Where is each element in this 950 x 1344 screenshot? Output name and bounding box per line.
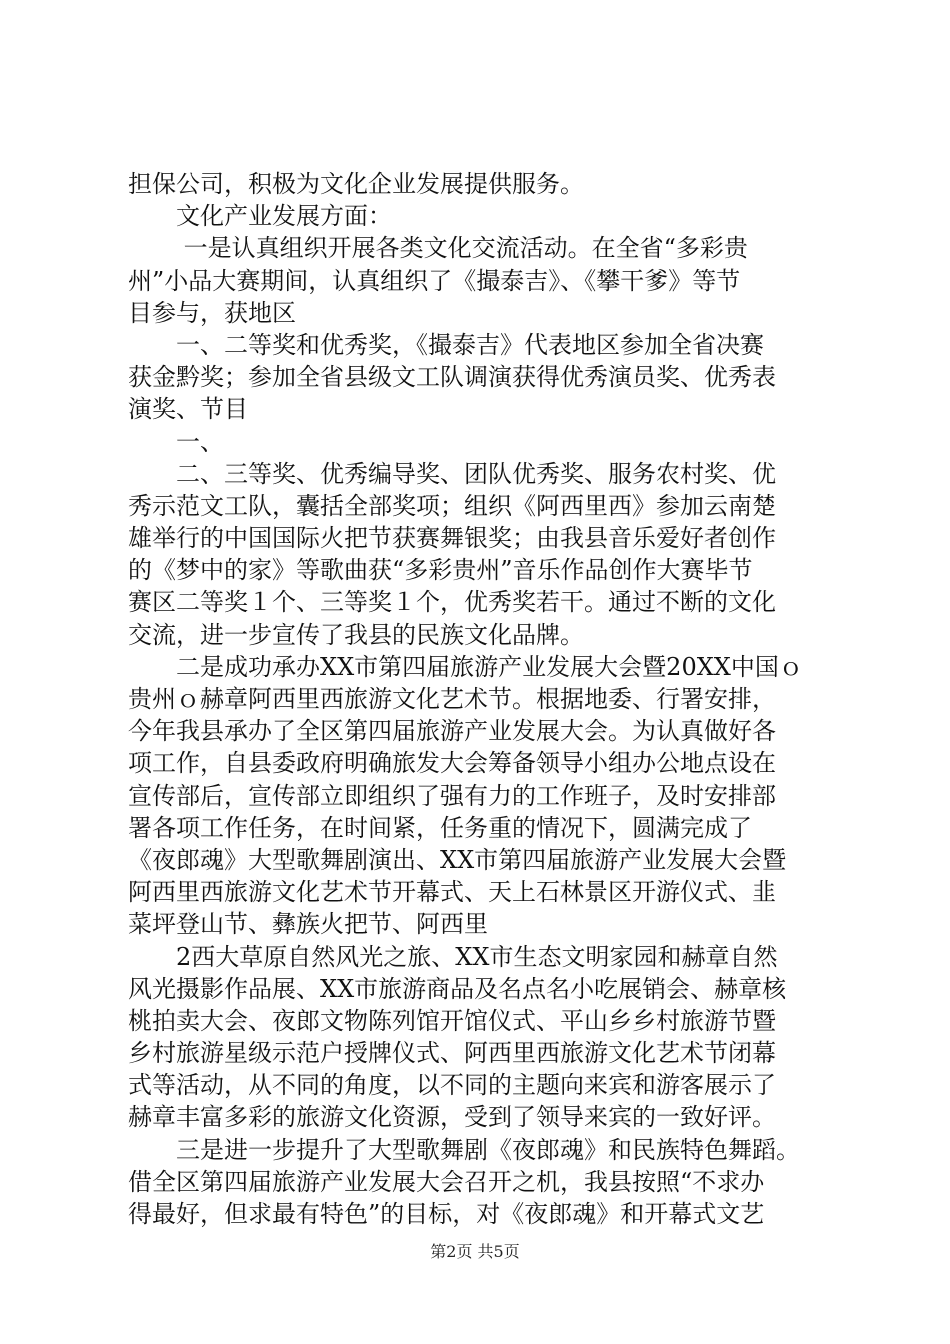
- text-line: 宣传部后，宣传部立即组织了强有力的工作班子，及时安排部: [128, 781, 776, 810]
- text-line: 《夜郎魂》大型歌舞剧演出、XX市第四届旅游产业发展大会暨: [128, 845, 787, 874]
- text-line: 目参与，获地区: [128, 298, 296, 327]
- text-line: 借全区第四届旅游产业发展大会召开之机，我县按照“不求办: [128, 1167, 765, 1196]
- text-line: 三是进一步提升了大型歌舞剧《夜郎魂》和民族特色舞蹈。: [128, 1135, 800, 1164]
- text-line: 赫章丰富多彩的旅游文化资源，受到了领导来宾的一致好评。: [128, 1103, 776, 1132]
- text-line: 一、: [128, 427, 224, 456]
- text-line: 演奖、节目: [128, 395, 248, 424]
- text-line: 2西大草原自然风光之旅、XX市生态文明家园和赫章自然: [128, 942, 778, 971]
- text-line: 式等活动，从不同的角度，以不同的主题向来宾和游客展示了: [128, 1071, 776, 1100]
- text-line: 项工作，自县委政府明确旅发大会筹备领导小组办公地点设在: [128, 749, 776, 778]
- page-footer: 第2页 共5页: [430, 1242, 520, 1261]
- document-body: [128, 168, 828, 1230]
- text-line: 雄举行的中国国际火把节获赛舞银奖；由我县音乐爱好者创作: [128, 524, 776, 553]
- text-line: 桃拍卖大会、夜郎文物陈列馆开馆仪式、平山乡乡村旅游节暨: [128, 1006, 776, 1035]
- text-line: 一是认真组织开展各类文化交流活动。在全省“多彩贵: [128, 234, 748, 263]
- text-line: 州”小品大赛期间，认真组织了《撮泰吉》、《攀干爹》等节: [128, 266, 741, 295]
- text-line: 担保公司，积极为文化企业发展提供服务。: [128, 170, 584, 198]
- text-line: 署各项工作任务，在时间紧，任务重的情况下，圆满完成了: [128, 813, 752, 842]
- text-line: 获金黔奖；参加全省县级文工队调演获得优秀演员奖、优秀表: [128, 363, 776, 392]
- text-line: 今年我县承办了全区第四届旅游产业发展大会。为认真做好各: [128, 717, 776, 746]
- text-line: 得最好，但求最有特色”的目标，对《夜郎魂》和开幕式文艺: [128, 1200, 765, 1228]
- text-line: 文化产业发展方面：: [128, 202, 392, 231]
- text-line: 的《梦中的家》等歌曲获“多彩贵州”音乐作品创作大赛毕节: [128, 556, 753, 585]
- text-line: 赛区二等奖１个、三等奖１个，优秀奖若干。通过不断的文化: [128, 588, 776, 617]
- text-line: 阿西里西旅游文化艺术节开幕式、天上石林景区开游仪式、韭: [128, 878, 776, 907]
- text-line: 一、二等奖和优秀奖，《撮泰吉》代表地区参加全省决赛: [128, 330, 764, 359]
- text-line: 贵州ｏ赫章阿西里西旅游文化艺术节。根据地委、行署安排，: [128, 685, 776, 713]
- text-line: 风光摄影作品展、XX市旅游商品及名点名小吃展销会、赫章核: [128, 974, 787, 1003]
- text-line: 二、三等奖、优秀编导奖、团队优秀奖、服务农村奖、优: [128, 459, 776, 488]
- text-line: 交流，进一步宣传了我县的民族文化品牌。: [128, 620, 584, 649]
- text-line: 菜坪登山节、彝族火把节、阿西里: [128, 910, 488, 939]
- text-line: 二是成功承办XX市第四届旅游产业发展大会暨20XX中国ｏ: [128, 652, 803, 681]
- text-line: 秀示范文工队，囊括全部奖项；组织《阿西里西》参加云南楚: [128, 491, 776, 520]
- text-line: 乡村旅游星级示范户授牌仪式、阿西里西旅游文化艺术节闭幕: [128, 1039, 776, 1068]
